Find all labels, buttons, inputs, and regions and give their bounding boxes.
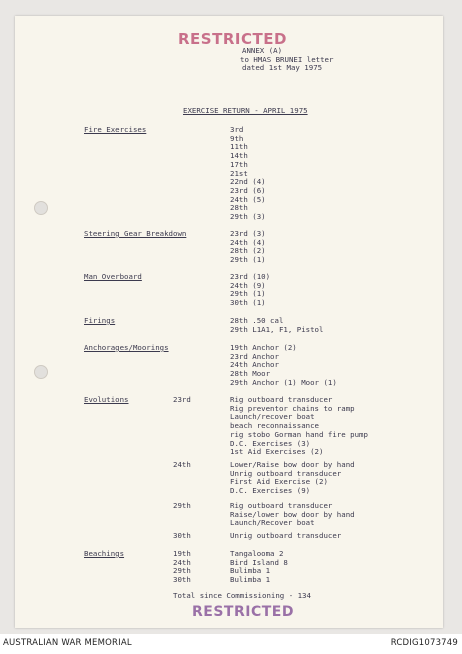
fire-exercises-label: Fire Exercises bbox=[84, 125, 147, 134]
firings-list bbox=[230, 317, 323, 334]
steering-gear-list bbox=[230, 230, 266, 265]
list-item: beach reconnaissance bbox=[230, 421, 319, 431]
document-title: EXERCISE RETURN - APRIL 1975 bbox=[183, 106, 308, 115]
list-item: 1st Aid Exercises (2) bbox=[230, 447, 324, 457]
list-item: 28th Moor bbox=[230, 369, 271, 379]
list-item: 24th (5) bbox=[230, 194, 266, 204]
list-item: Bulimba 1 bbox=[230, 566, 271, 576]
annex-line-3: dated 1st May 1975 bbox=[242, 63, 323, 73]
beachings-label: Beachings bbox=[84, 549, 125, 558]
annex-line-1: ANNEX (A) bbox=[242, 46, 283, 55]
anchorages-list bbox=[230, 344, 337, 388]
list-item: D.C. Exercises (9) bbox=[230, 486, 311, 496]
evolutions-label: Evolutions bbox=[84, 395, 129, 404]
steering-gear-label: Steering Gear Breakdown bbox=[84, 229, 187, 238]
list-item: 30th (1) bbox=[230, 298, 266, 308]
firings-label: Firings bbox=[84, 316, 116, 325]
list-item: 14th bbox=[230, 151, 248, 161]
list-item: 29th (1) bbox=[230, 255, 266, 265]
list-item: 3rd bbox=[230, 125, 244, 134]
list-item: 23rd (10) bbox=[230, 272, 271, 281]
beachings-places bbox=[230, 550, 288, 585]
list-item: 23rd Anchor bbox=[230, 351, 279, 361]
list-item: 29th (3) bbox=[230, 212, 266, 222]
evolution-items bbox=[230, 461, 355, 496]
list-item: Rig preventor chains to ramp bbox=[230, 403, 355, 413]
evolution-date: 24th bbox=[173, 460, 191, 469]
list-item: 21st bbox=[230, 168, 248, 178]
list-item: Unrig outboard transducer bbox=[230, 468, 342, 478]
punch-hole-top bbox=[34, 201, 48, 215]
annex-line-2: to HMAS BRUNEI letter bbox=[240, 54, 334, 64]
anchorages-label: Anchorages/Moorings bbox=[84, 343, 169, 352]
list-item: 24th (4) bbox=[230, 237, 266, 247]
evolution-items bbox=[230, 532, 341, 541]
list-item: 24th (9) bbox=[230, 280, 266, 290]
list-item: 29th (1) bbox=[230, 289, 266, 299]
list-item: Launch/Recover boat bbox=[230, 518, 315, 528]
evolution-date: 23rd bbox=[173, 395, 191, 404]
list-item: Unrig outboard transducer bbox=[230, 531, 342, 540]
list-item: First Aid Exercise (2) bbox=[230, 477, 328, 487]
list-item: 28th (2) bbox=[230, 246, 266, 256]
list-item: 23rd (6) bbox=[230, 185, 266, 195]
list-item: 29th bbox=[173, 566, 191, 576]
list-item: 23rd (3) bbox=[230, 229, 266, 238]
list-item: 17th bbox=[230, 159, 248, 169]
list-item: 29th Anchor (1) Moor (1) bbox=[230, 377, 337, 387]
list-item: Bird Island 8 bbox=[230, 557, 288, 567]
man-overboard-label: Man Overboard bbox=[84, 272, 142, 281]
list-item: Lower/Raise bow door by hand bbox=[230, 460, 355, 469]
list-item: rig stobo Gorman hand fire pump bbox=[230, 429, 368, 439]
list-item: 30th bbox=[173, 575, 191, 585]
total-since-commissioning: Total since Commissioning - 134 bbox=[173, 591, 311, 600]
fire-exercises-list bbox=[230, 126, 266, 222]
list-item: 29th L1A1, F1, Pistol bbox=[230, 324, 324, 334]
list-item: Launch/recover boat bbox=[230, 412, 315, 422]
beachings-dates bbox=[173, 550, 191, 585]
punch-hole-bottom bbox=[34, 365, 48, 379]
list-item: Bulimba 1 bbox=[230, 575, 271, 585]
list-item: 28th bbox=[230, 203, 248, 213]
evolution-items bbox=[230, 502, 355, 528]
list-item: 9th bbox=[230, 133, 244, 143]
evolution-date: 29th bbox=[173, 501, 191, 510]
list-item: 24th bbox=[173, 557, 191, 567]
evolution-items bbox=[230, 396, 368, 457]
list-item: 11th bbox=[230, 142, 248, 152]
list-item: Raise/lower bow door by hand bbox=[230, 509, 355, 519]
list-item: Tangalooma 2 bbox=[230, 549, 284, 558]
list-item: D.C. Exercises (3) bbox=[230, 438, 311, 448]
evolution-date: 30th bbox=[173, 531, 191, 540]
list-item: 22nd (4) bbox=[230, 177, 266, 187]
list-item: 19th bbox=[173, 549, 191, 558]
annex-reference bbox=[242, 47, 333, 73]
list-item: 19th Anchor (2) bbox=[230, 343, 297, 352]
list-item: Rig outboard transducer bbox=[230, 501, 333, 510]
restricted-stamp-top: RESTRICTED bbox=[178, 30, 287, 48]
footer-source: AUSTRALIAN WAR MEMORIAL bbox=[3, 638, 132, 648]
list-item: 28th .50 cal bbox=[230, 316, 284, 325]
footer-record-id: RCDIG1073749 bbox=[390, 638, 458, 648]
restricted-stamp-bottom: RESTRICTED bbox=[192, 604, 294, 620]
list-item: 24th Anchor bbox=[230, 360, 279, 370]
list-item: Rig outboard transducer bbox=[230, 395, 333, 404]
man-overboard-list bbox=[230, 273, 270, 308]
